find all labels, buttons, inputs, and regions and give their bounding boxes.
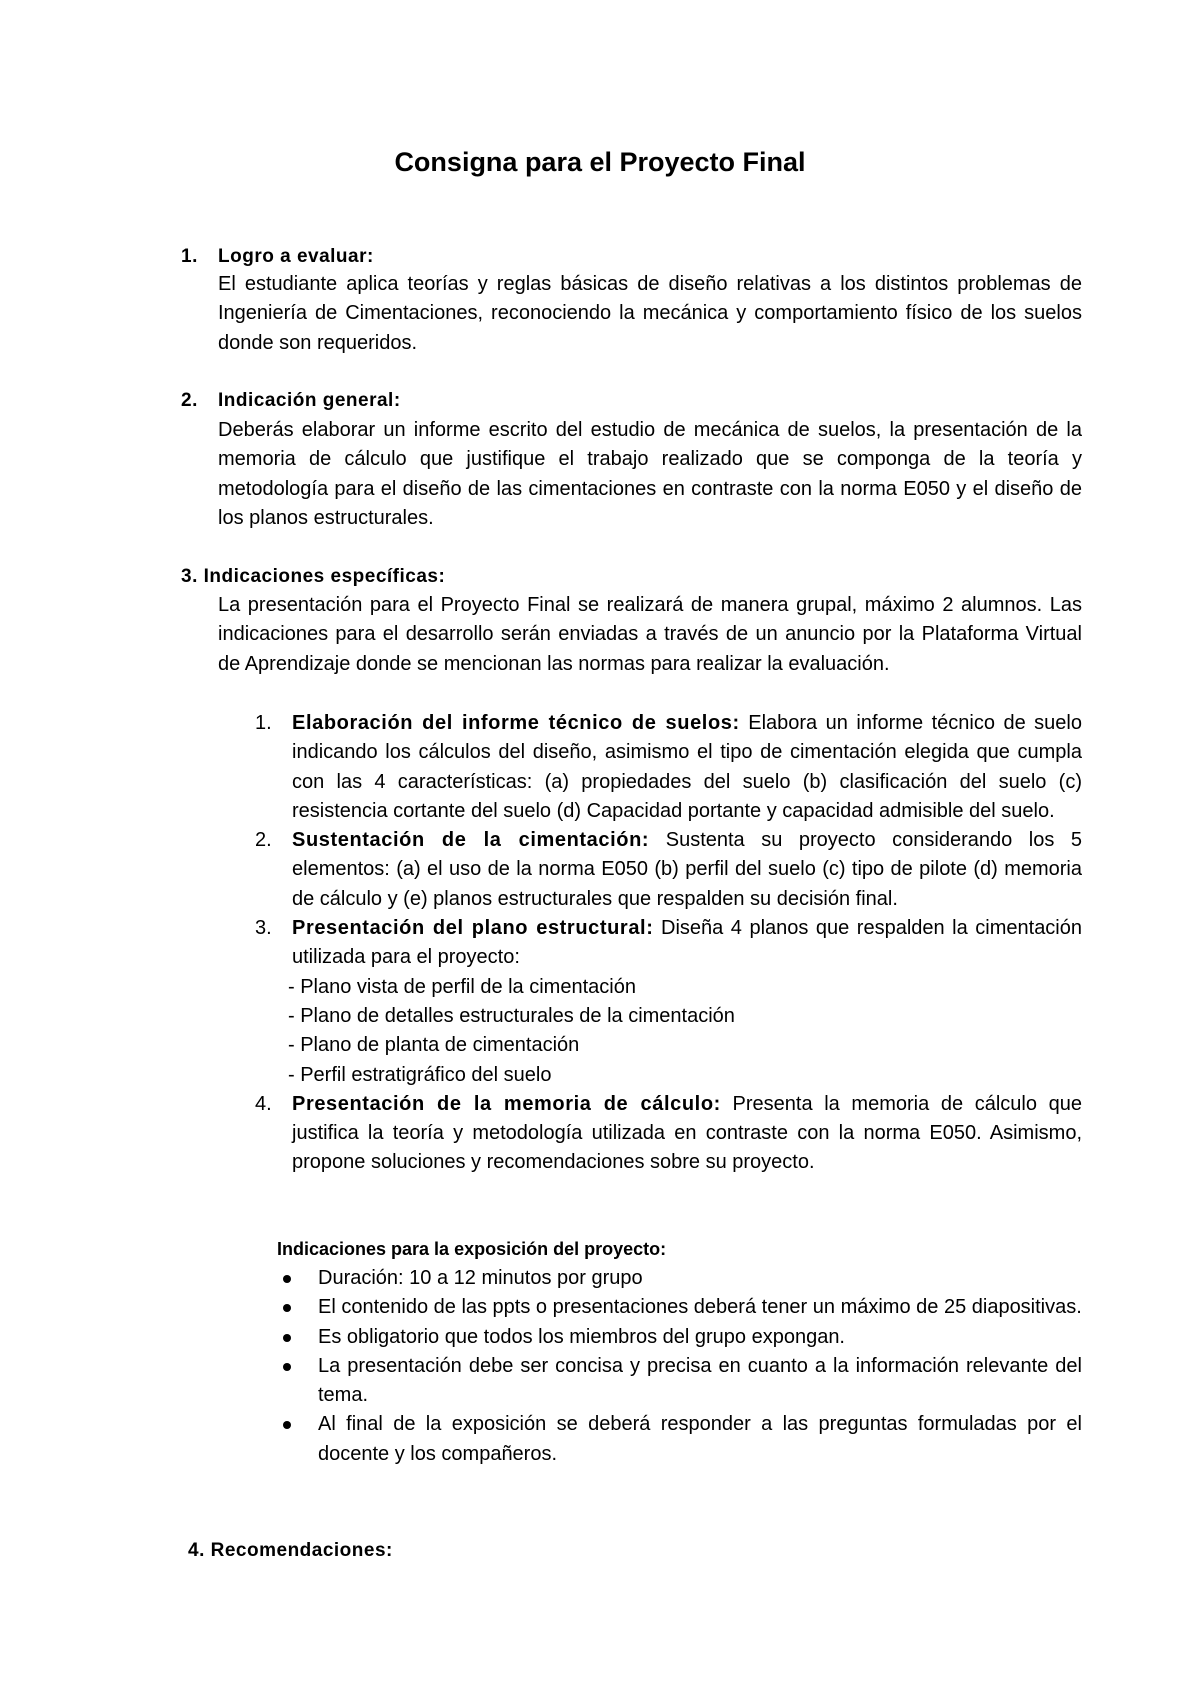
page-title: Consigna para el Proyecto Final — [394, 147, 806, 177]
section-2-heading — [181, 388, 401, 414]
item-bold-label: Presentación de la memoria de cálculo: — [292, 1092, 721, 1115]
bullet-item — [277, 1352, 1082, 1411]
section-1-text: El estudiante aplica teorías y reglas básicas de diseño relativas a los distintos problemas de Ingeniería de Cimentaciones, reconociendo la mecánica y comportamiento físico de los suelos donde son requeridos. — [218, 273, 1082, 354]
section-4-number: 4. — [188, 1540, 205, 1561]
section-3-heading — [181, 564, 445, 590]
item-text: Diseña 4 planos que respalden la cimentación utilizada para el proyecto: — [292, 917, 1083, 969]
item-number: 1. — [255, 712, 272, 734]
bullet-item — [277, 1323, 1082, 1352]
bullet-text: El contenido de las ppts o presentaciones deberá tener un máximo de 25 diapositivas. — [318, 1296, 1082, 1319]
item-bold-label: Sustentación de la cimentación: — [292, 829, 650, 852]
list-item — [218, 1090, 1082, 1178]
section-3-number: 3. — [181, 566, 198, 587]
plan-item: - Plano de detalles estructurales de la cimentación — [288, 1004, 735, 1027]
section-4-title: Recomendaciones: — [210, 1540, 393, 1561]
plan-item: - Plano vista de perfil de la cimentación — [288, 975, 636, 998]
bullet-icon — [283, 1334, 291, 1342]
bullet-text: Duración: 10 a 12 minutos por grupo — [318, 1267, 643, 1289]
item-bold-label: Elaboración del informe técnico de suelos: — [292, 712, 740, 734]
plan-item: - Perfil estratigráfico del suelo — [288, 1063, 552, 1086]
bullet-icon — [283, 1304, 291, 1312]
section-3-text: La presentación para el Proyecto Final se realizará de manera grupal, máximo 2 alumnos. Las indicaciones para el desarrollo serán enviadas a través de un anuncio por la Plataforma Virtual de Aprendizaje donde se mencionan las normas para realizar la evaluación. — [218, 594, 1082, 675]
item-number: 2. — [255, 829, 272, 852]
item-text: Sustenta su proyecto considerando los 5 elementos: (a) el uso de la norma E050 (b) perfil del suelo (c) tipo de pilote (d) memoria de cálculo y (e) planos estructurales que respalden su decisión final. — [292, 829, 1082, 910]
item-bold-label: Presentación del plano estructural: — [292, 917, 654, 940]
section-1-heading — [181, 244, 374, 270]
bullet-item — [277, 1264, 1082, 1293]
list-item — [218, 914, 1082, 1090]
section-2-text: Deberás elaborar un informe escrito del estudio de mecánica de suelos, la presentación de la memoria de cálculo que justifique el trabajo realizado que se componga de la teoría y metodología para el diseño de las cimentaciones en contraste con la norma E050 y el diseño de los planos estructurales. — [218, 419, 1082, 529]
exposition-list — [277, 1264, 1082, 1469]
bullet-icon — [283, 1275, 291, 1283]
section-4-heading — [188, 1538, 393, 1564]
bullet-text: La presentación debe ser concisa y precisa en cuanto a la información relevante del tema. — [318, 1354, 1082, 1407]
section-1-number: 1. — [181, 246, 198, 267]
list-item — [218, 826, 1082, 914]
bullet-icon — [283, 1363, 291, 1371]
section-2-number: 2. — [181, 390, 198, 411]
item-text: Elabora un informe técnico de suelo indicando los cálculos del diseño, asimismo el tipo de cimentación elegida que cumpla con las 4 características: (a) propiedades del suelo (b) clasificación del suelo (c) resistencia cortante del suelo (d) Capacidad portante y capacidad admisible del suelo. — [292, 712, 1082, 822]
section-3-title: Indicaciones específicas: — [203, 566, 446, 587]
specific-items-list — [218, 709, 1082, 1178]
bullet-text: Al final de la exposición se deberá responder a las preguntas formuladas por el docente y los compañeros. — [318, 1413, 1082, 1465]
plan-list — [288, 973, 1082, 1090]
plan-item: - Plano de planta de cimentación — [288, 1034, 580, 1057]
section-1-title: Logro a evaluar: — [218, 246, 374, 267]
item-number: 4. — [255, 1092, 272, 1115]
list-item — [218, 709, 1082, 826]
exposition-title: Indicaciones para la exposición del proyecto: — [277, 1239, 667, 1259]
item-number: 3. — [255, 917, 272, 940]
section-2-title: Indicación general: — [218, 390, 401, 411]
bullet-item — [277, 1410, 1082, 1469]
bullet-icon — [283, 1421, 291, 1429]
bullet-text: Es obligatorio que todos los miembros del grupo expongan. — [318, 1325, 845, 1348]
bullet-item — [277, 1293, 1082, 1322]
item-text: Presenta la memoria de cálculo que justifica la teoría y metodología utilizada en contraste con la norma E050. Asimismo, propone soluciones y recomendaciones sobre su proyecto. — [292, 1092, 1083, 1174]
